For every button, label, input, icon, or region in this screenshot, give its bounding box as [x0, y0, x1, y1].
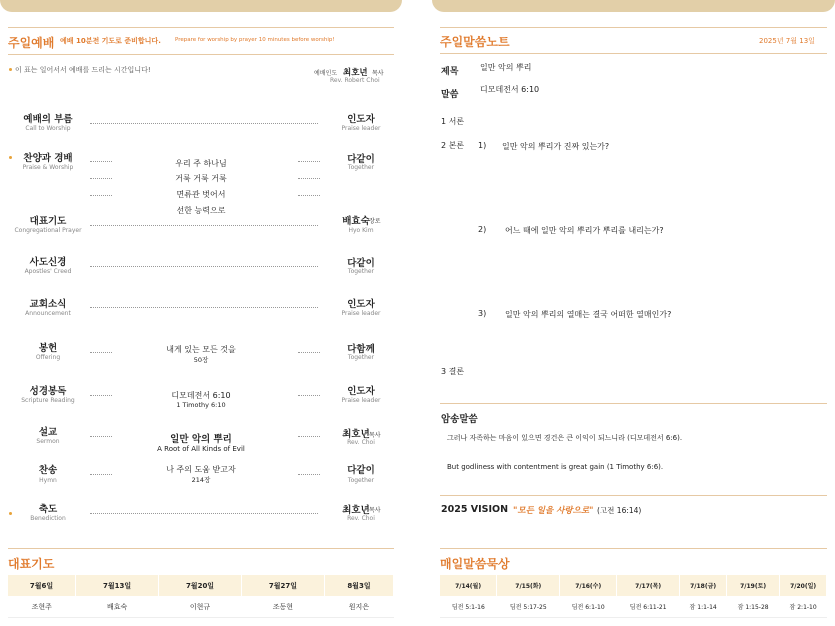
order-title: 성경봉독	[29, 386, 67, 397]
prayer-name: 조동현	[241, 596, 324, 618]
subject-text: 일만 악의 뿌리	[480, 63, 532, 72]
daily-day: 7/15(화)	[497, 575, 560, 596]
point-text: 일만 악의 뿌리가 진짜 있는가?	[502, 142, 610, 151]
prayer-name-row	[8, 596, 394, 618]
leader-name: 다같이	[347, 258, 375, 269]
praise-song: 선한 능력으로	[176, 206, 226, 215]
subject-label: 제목	[441, 67, 459, 77]
leader-name: 최호년	[342, 429, 370, 440]
leader-name: 최호년	[342, 505, 370, 516]
praise-song: 우리 주 하나님	[175, 159, 227, 168]
daily-day: 7/18(금)	[680, 575, 727, 596]
preacher-label: 예배인도	[314, 70, 338, 77]
notes-top-rule	[440, 27, 827, 28]
worship-title: 주일예배	[8, 36, 55, 50]
order-dots	[298, 352, 320, 353]
praise-song: 거룩 거룩 거룩	[175, 174, 227, 183]
vision-text: "모든 일을 사랑으로"	[513, 506, 594, 516]
leader-name: 인도자	[347, 114, 375, 125]
daily-reading: 잠 1:15-28	[726, 596, 779, 618]
memory-verse-ko: 그러나 자족하는 마음이 있으면 경건은 큰 이익이 되느니라 (디모데전서 6:6).	[447, 434, 683, 442]
leader-name: 인도자	[347, 386, 375, 397]
memory-title: 암송말씀	[441, 414, 478, 425]
order-title: 예배의 부름	[23, 114, 73, 125]
leader-name: 다같이	[347, 465, 375, 476]
preacher-name: 최호년	[343, 68, 368, 78]
daily-day: 7/19(토)	[726, 575, 779, 596]
order-subtitle: Sermon	[36, 438, 60, 445]
daily-day: 7/16(수)	[560, 575, 617, 596]
leader-subtitle: Together	[347, 268, 375, 275]
left-top-tab	[0, 0, 402, 12]
order-title: 설교	[38, 427, 58, 438]
point-number: 1)	[478, 141, 487, 150]
order-dots	[298, 474, 320, 475]
worship-top-rule	[8, 27, 394, 28]
notice-bullet	[9, 68, 12, 71]
daily-reading: 딤전 5:17-25	[497, 596, 560, 618]
daily-day: 7/17(목)	[617, 575, 680, 596]
leader-name: 인도자	[347, 299, 375, 310]
order-subtitle: Announcement	[25, 310, 71, 317]
order-title: 찬송	[38, 465, 58, 476]
point-text: 일만 악의 뿌리의 열매는 결국 어떠한 열매인가?	[505, 310, 672, 319]
daily-reading: 딤전 6:1-10	[560, 596, 617, 618]
closing-hymn-number: 214장	[191, 476, 211, 484]
vision-top-rule	[440, 495, 827, 496]
leader-subtitle: Praise leader	[341, 397, 381, 404]
worship-notice: 이 표는 일어서서 예배를 드리는 시간입니다!	[15, 66, 151, 74]
vision-label: 2025 VISION	[441, 504, 509, 515]
memory-top-rule	[440, 403, 827, 404]
order-dots	[298, 161, 320, 162]
prayer-name: 원지은	[324, 596, 393, 618]
scripture-ref-en: 1 Timothy 6:10	[176, 401, 226, 409]
prayer-date: 7월20일	[159, 575, 242, 596]
notes-date: 2025년 7월 13일	[759, 37, 815, 45]
prayer-date: 8월3일	[324, 575, 393, 596]
conclusion-heading: 3 결론	[441, 367, 465, 376]
leader-subtitle: Rev. Choi	[347, 515, 375, 522]
order-dots	[90, 123, 318, 124]
daily-day: 7/20(일)	[780, 575, 827, 596]
worship-subtitle-en: Prepare for worship by prayer 10 minutes before worship!	[175, 37, 335, 43]
point-text: 어느 때에 일만 악의 뿌리가 뿌리를 내리는가?	[505, 226, 664, 235]
leader-name: 다같이	[347, 154, 375, 165]
leader-name: 배효숙	[342, 216, 370, 227]
point-number: 2)	[478, 225, 487, 234]
leader-name: 다함께	[347, 344, 375, 355]
scripture-ref: 디모데전서 6:10	[171, 391, 231, 400]
prayer-title: 대표기도	[8, 557, 55, 571]
leader-suffix: 장로	[369, 218, 381, 225]
daily-reading-row	[440, 596, 827, 618]
daily-title: 매일말씀묵상	[440, 557, 510, 571]
notes-title: 주일말씀노트	[440, 35, 510, 49]
sermon-title-en: A Root of All Kinds of Evil	[157, 445, 245, 453]
worship-header-rule	[8, 54, 394, 55]
daily-reading: 잠 2:1-10	[780, 596, 827, 618]
vision-ref: (고전 16:14)	[597, 506, 642, 515]
daily-reading-table	[440, 575, 827, 618]
order-dots	[90, 307, 318, 308]
order-subtitle: Congregational Prayer	[14, 227, 82, 234]
prayer-top-rule	[8, 548, 394, 549]
leader-subtitle: Together	[347, 354, 375, 361]
daily-reading: 잠 1:1-14	[680, 596, 727, 618]
order-dots	[90, 513, 318, 514]
order-subtitle: Call to Worship	[25, 125, 71, 132]
prayer-date: 7월13일	[76, 575, 159, 596]
worship-subtitle-ko: 예배 10분전 기도로 준비합니다.	[60, 37, 161, 45]
scripture-label: 말씀	[441, 90, 459, 100]
intro-heading: 1 서론	[441, 117, 465, 126]
preacher-en: Rev. Robert Choi	[330, 77, 380, 84]
order-subtitle: Offering	[35, 354, 61, 361]
prayer-date-row	[8, 575, 394, 596]
memory-verse-en: But godliness with contentment is great gain (1 Timothy 6:6).	[447, 463, 664, 471]
leader-subtitle: Praise leader	[341, 125, 381, 132]
point-number: 3)	[478, 309, 487, 318]
daily-day-row	[440, 575, 827, 596]
scripture-text: 디모데전서 6:10	[480, 85, 540, 94]
order-subtitle: Apostles' Creed	[24, 268, 72, 275]
order-title: 찬양과 경배	[23, 153, 73, 164]
prayer-schedule-table	[8, 575, 394, 618]
order-title: 축도	[38, 504, 58, 515]
order-subtitle: Praise & Worship	[22, 164, 74, 171]
praise-song: 면류관 벗어서	[176, 190, 226, 199]
prayer-date: 7월27일	[241, 575, 324, 596]
leader-subtitle: Together	[347, 164, 375, 171]
order-dots	[298, 178, 320, 179]
order-title: 봉헌	[38, 343, 58, 354]
leader-suffix: 목사	[369, 432, 381, 439]
right-top-tab	[432, 0, 835, 12]
daily-reading: 딤전 6:11-21	[617, 596, 680, 618]
leader-suffix: 목사	[369, 507, 381, 514]
notes-header-rule	[440, 53, 827, 54]
offering-hymn: 내게 있는 모든 것을	[166, 345, 236, 354]
order-dots	[90, 225, 318, 226]
order-subtitle: Scripture Reading	[21, 397, 75, 404]
prayer-name: 배효숙	[76, 596, 159, 618]
order-dots	[90, 266, 318, 267]
daily-reading: 딤전 5:1-16	[440, 596, 497, 618]
prayer-name: 이현규	[159, 596, 242, 618]
offering-hymn-number: 50장	[193, 356, 209, 364]
leader-subtitle: Praise leader	[341, 310, 381, 317]
closing-hymn: 나 주의 도움 받고자	[166, 465, 236, 474]
body-heading: 2 본론	[441, 141, 465, 150]
order-subtitle: Hymn	[39, 477, 57, 484]
order-dots	[298, 195, 320, 196]
daily-day: 7/14(월)	[440, 575, 497, 596]
daily-top-rule	[440, 548, 827, 549]
order-dots	[298, 395, 320, 396]
sermon-title: 일만 악의 뿌리	[170, 434, 232, 445]
preacher-title: 목사	[372, 70, 384, 77]
order-dots	[298, 436, 320, 437]
leader-subtitle: Together	[347, 477, 375, 484]
order-subtitle: Benediction	[30, 515, 66, 522]
order-title: 교회소식	[29, 299, 67, 310]
prayer-date: 7월6일	[8, 575, 76, 596]
prayer-name: 조현주	[8, 596, 76, 618]
order-title: 대표기도	[29, 216, 67, 227]
leader-subtitle: Rev. Choi	[347, 439, 375, 446]
leader-subtitle: Hyo Kim	[348, 227, 374, 234]
order-title: 사도신경	[29, 257, 67, 268]
